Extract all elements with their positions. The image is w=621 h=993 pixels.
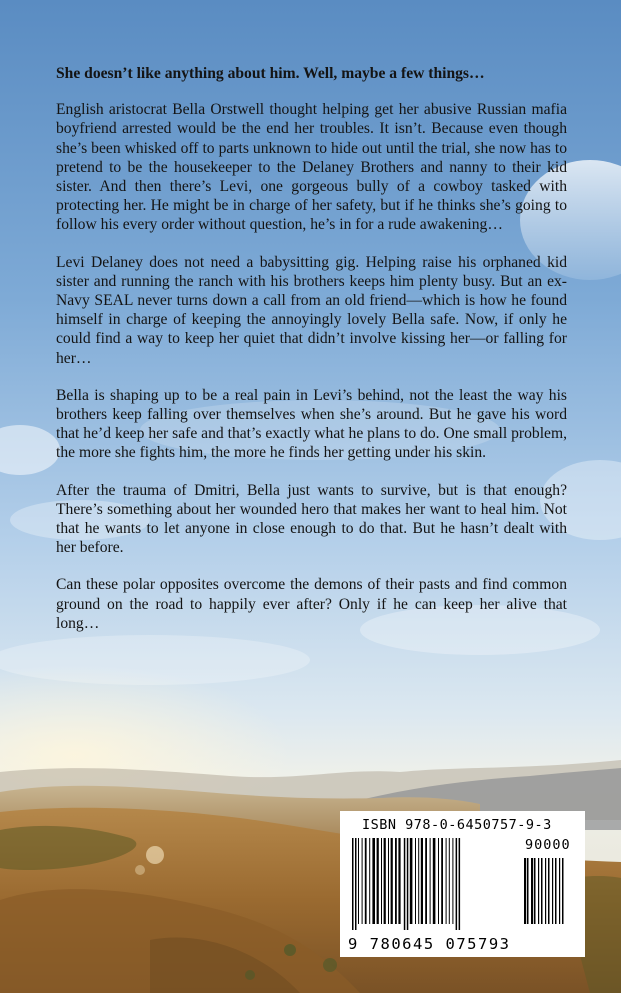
barcode-bar (555, 858, 557, 924)
tagline: She doesn’t like anything about him. Well, maybe a few things… (56, 65, 485, 82)
barcode-bar (446, 838, 447, 924)
barcode-bar (538, 858, 539, 924)
barcode-bar (430, 838, 431, 924)
barcode-bar (410, 838, 413, 924)
barcode-bar (398, 838, 400, 924)
barcode-bar (438, 838, 439, 924)
price-addon-number: 90000 (525, 837, 571, 853)
barcode-bar (352, 838, 354, 930)
barcode-bar (395, 838, 397, 924)
barcode-bar (456, 838, 458, 930)
barcode-bar (545, 858, 546, 924)
barcode-bar (369, 838, 370, 924)
back-cover-blurb (56, 64, 567, 651)
barcode-bar (441, 838, 443, 924)
isbn-label: ISBN 978-0-6450757-9-3 (362, 817, 552, 833)
barcode-bar (362, 838, 363, 924)
barcode-bar (415, 838, 416, 924)
barcode-bar (418, 838, 419, 924)
barcode-bar (407, 838, 409, 930)
blurb-paragraph-3: Bella is shaping up to be a real pain in Levi’s behind, not the least the way his brothers keep falling over themselves when she’s around. But he gave his word that he’d keep her safe and that’s exactly what he plans to do. One small problem, the more she fights him, the more he finds her getting under his skin. (56, 386, 567, 462)
isbn-barcode-box (340, 811, 585, 957)
barcode-bar (548, 858, 550, 924)
blurb-paragraph-5: Can these polar opposites overcome the demons of their pasts and find common ground on the road to happily ever after? Only if he can keep her alive that long… (56, 576, 567, 632)
barcode-bar (365, 838, 367, 924)
barcode-bar (459, 838, 461, 930)
barcode-bar (384, 838, 386, 924)
barcode-bar (562, 858, 564, 924)
barcode-bar (372, 838, 375, 924)
barcode-bar (531, 858, 533, 924)
barcode-bar (452, 838, 453, 924)
blurb-paragraph-4: After the trauma of Dmitri, Bella just wants to survive, but is that enough? There’s something about her wounded hero that makes her want to heal him. Not that he wants to let anyone in close enough to do that. But he hasn’t dealt with her before. (56, 481, 567, 557)
barcode-bar (391, 838, 393, 924)
barcode-bar (552, 858, 553, 924)
barcode-icon (348, 838, 580, 934)
barcode-digits: 9 780645 075793 (348, 935, 511, 953)
barcode-bar (404, 838, 406, 930)
barcode-bar (421, 838, 423, 924)
barcode-bar (377, 838, 379, 924)
barcode-bar (541, 858, 543, 924)
barcode-bar (355, 838, 357, 930)
barcode-bar (433, 838, 436, 924)
blurb-paragraph-1: English aristocrat Bella Orstwell thought helping get her abusive Russian mafia boyfriend arrested would be the end her troubles. It isn’t. Because even though she’s been whisked off to parts unknown to hide out until the trial, she now has to pretend to be the housekeeper to the Delaney Brothers and nanny to their kid sister. And then there’s Levi, one gorgeous bully of a cowboy tasked with protecting her. He might be in charge of her safety, but if he thinks she’s going to follow his every order without question, he’s in for a rude awakening… (56, 101, 567, 234)
barcode-bar (559, 858, 560, 924)
barcode-bar (425, 838, 427, 924)
barcode-bar (388, 838, 389, 924)
barcode-bar (524, 858, 526, 924)
barcode-bar (449, 838, 450, 924)
barcode-bar (358, 838, 359, 924)
barcode-bar (381, 838, 382, 924)
barcode-bar (527, 858, 529, 924)
blurb-paragraph-2: Levi Delaney does not need a babysitting gig. Helping raise his orphaned kid sister and running the ranch with his brothers keeps him plenty busy. But an ex-Navy SEAL never turns down a call from an old friend—which is how he found himself in charge of keeping the annoyingly lovely Bella safe. Now, if only he could find a way to keep her quiet that didn’t involve kissing her—or falling for her… (56, 253, 567, 367)
barcode-bar (534, 858, 536, 924)
